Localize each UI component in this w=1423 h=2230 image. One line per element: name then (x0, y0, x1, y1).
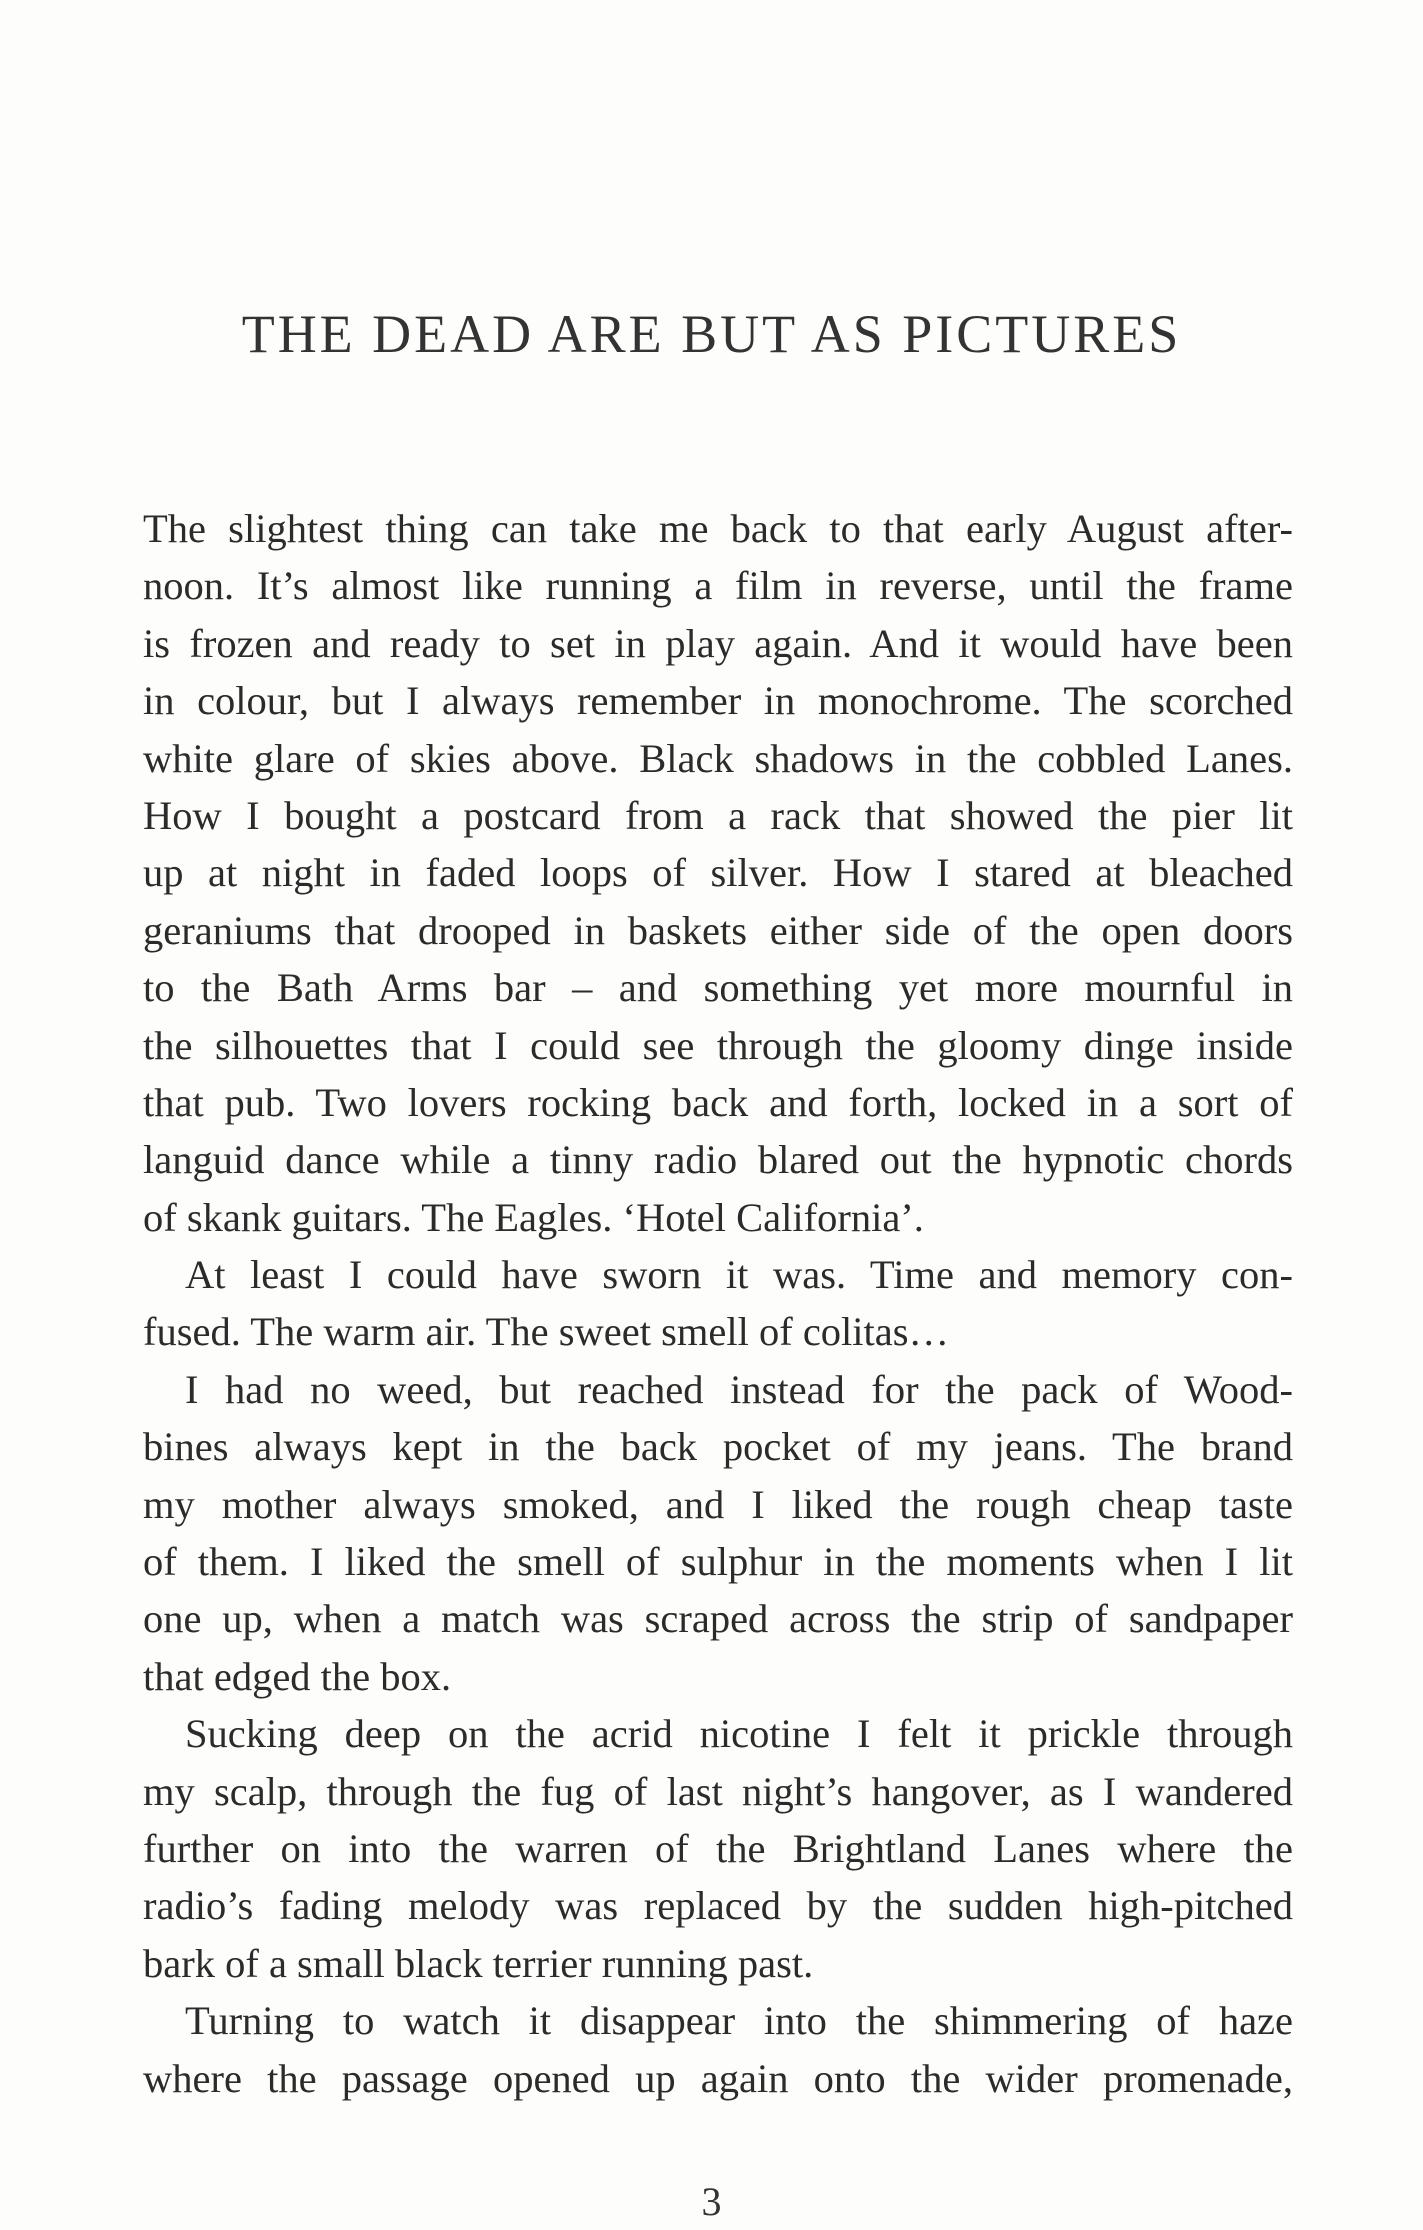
page-number: 3 (701, 2179, 722, 2224)
body-text (143, 500, 1293, 2107)
text-line: one up, when a match was scraped across the strip of sandpaper (143, 1596, 1293, 1642)
text-line: languid dance while a tinny radio blared out the hypnotic chords (143, 1137, 1293, 1183)
text-line: of skank guitars. The Eagles. ‘Hotel California’. (143, 1194, 924, 1240)
text-line: is frozen and ready to set in play again. And it would have been (143, 620, 1293, 666)
text-line: that edged the box. (143, 1653, 452, 1699)
text-line: geraniums that drooped in baskets either side of the open doors (143, 907, 1293, 953)
text-line: noon. It’s almost like running a film in reverse, until the frame (143, 563, 1293, 609)
text-line: my mother always smoked, and I liked the rough cheap taste (143, 1481, 1293, 1527)
text-line: radio’s fading melody was replaced by the sudden high-pitched (143, 1883, 1293, 1929)
text-line: bark of a small black terrier running past. (143, 1940, 814, 1986)
text-line: up at night in faded loops of silver. How I stared at bleached (143, 850, 1293, 896)
text-line: fused. The warm air. The sweet smell of colitas… (143, 1309, 950, 1355)
chapter-title: THE DEAD ARE BUT AS PICTURES (241, 304, 1182, 364)
text-line: further on into the warren of the Brightland Lanes where the (143, 1825, 1293, 1871)
text-line: How I bought a postcard from a rack that showed the pier lit (143, 792, 1293, 838)
text-line: Turning to watch it disappear into the shimmering of haze (185, 1998, 1293, 2044)
text-line: At least I could have sworn it was. Time and memory con- (185, 1252, 1293, 1298)
text-line: bines always kept in the back pocket of my jeans. The brand (143, 1424, 1293, 1470)
text-line: I had no weed, but reached instead for the pack of Wood- (185, 1366, 1293, 1412)
text-line: of them. I liked the smell of sulphur in the moments when I lit (143, 1539, 1293, 1585)
text-line: to the Bath Arms bar – and something yet more mournful in (143, 965, 1293, 1011)
text-line: where the passage opened up again onto the wider promenade, (143, 2055, 1293, 2101)
text-line: The slightest thing can take me back to that early August after- (143, 506, 1293, 551)
text-line: Sucking deep on the acrid nicotine I felt it prickle through (185, 1711, 1293, 1757)
text-line: my scalp, through the fug of last night’s hangover, as I wandered (143, 1768, 1293, 1814)
text-line: the silhouettes that I could see through the gloomy dinge inside (143, 1022, 1293, 1068)
text-line: white glare of skies above. Black shadows in the cobbled Lanes. (143, 735, 1293, 781)
text-line: in colour, but I always remember in monochrome. The scorched (143, 678, 1293, 724)
text-line: that pub. Two lovers rocking back and forth, locked in a sort of (143, 1079, 1293, 1125)
